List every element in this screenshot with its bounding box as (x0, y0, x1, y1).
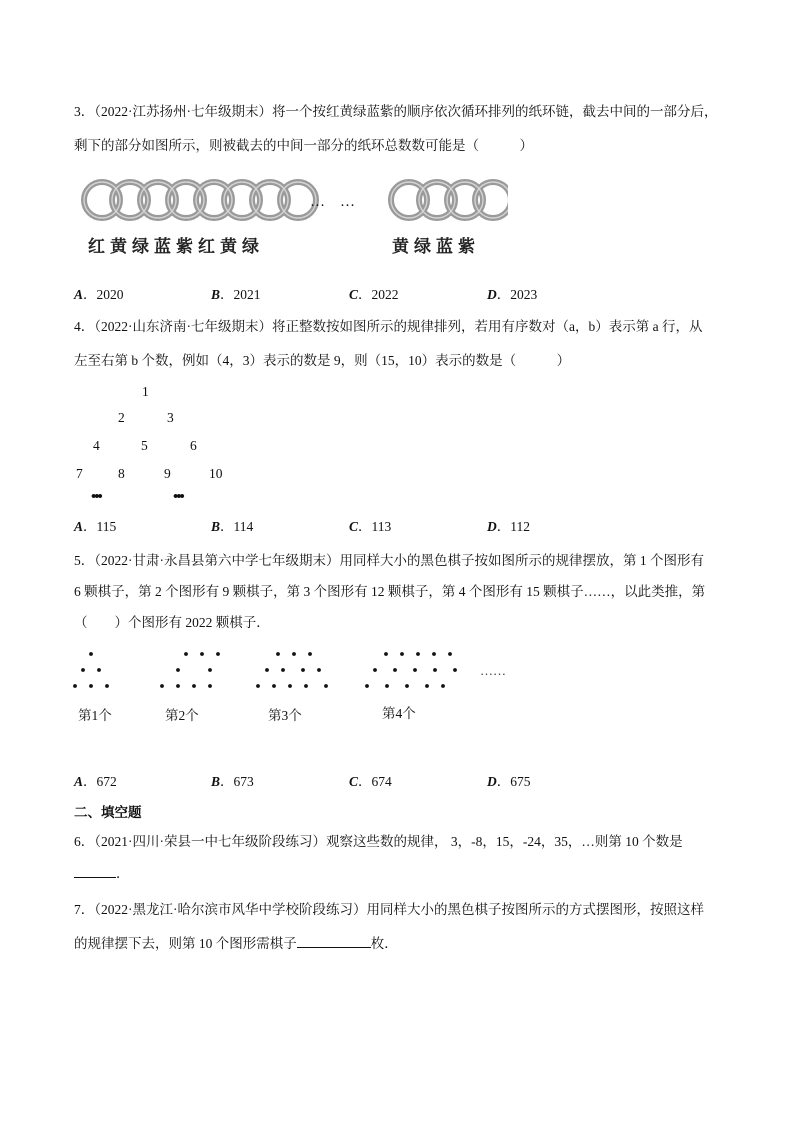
chess-piece (373, 668, 377, 672)
chess-piece (384, 652, 388, 656)
chess-piece (176, 684, 180, 688)
chess-piece (400, 652, 404, 656)
question-6-line-1: 6．（2021·四川·荣县一中七年级阶段练习）观察这些数的规律， 3，-8，15，-24，35，…则第 10 个数是 (74, 834, 683, 849)
chess-piece (97, 668, 101, 672)
question-4-options (74, 515, 724, 537)
ring-chain-left-label: 红黄绿蓝紫红黄绿 (88, 237, 264, 257)
chess-piece (292, 652, 296, 656)
chess-piece (276, 652, 280, 656)
triangle-more-dots: ••• (91, 489, 101, 505)
ring-chain-ellipsis: … … (310, 194, 356, 210)
figure-caption-1: 第1个 (78, 708, 112, 723)
figures-more-ellipsis: …… (480, 663, 506, 678)
question-6-line-2: ． (74, 859, 724, 889)
ring-chain-right-label: 黄绿蓝紫 (392, 237, 480, 257)
paper-ring-chain-image (78, 176, 508, 226)
option-c[interactable]: C．2022 (349, 287, 399, 302)
chess-piece (432, 652, 436, 656)
option-c[interactable]: C．113 (349, 519, 392, 534)
triangle-number: 10 (209, 466, 223, 481)
triangle-number: 3 (167, 410, 174, 425)
question-4-text (74, 312, 724, 376)
option-b[interactable]: B．2021 (211, 287, 261, 302)
triangle-number: 1 (142, 384, 149, 399)
chess-piece (256, 684, 260, 688)
question-5-line-2: 6 颗棋子，第 2 个图形有 9 颗棋子，第 3 个图形有 12 颗棋子，第 4 个图形有 15 颗棋子……，以此类推，第 (74, 584, 706, 599)
question-6-text (74, 827, 724, 889)
chess-piece (288, 684, 292, 688)
triangle-number: 8 (118, 466, 125, 481)
chess-piece (176, 668, 180, 672)
chess-piece (89, 652, 93, 656)
chess-piece (413, 668, 417, 672)
section-title-fill-in-blank: 二、填空题 (74, 805, 142, 820)
chess-piece (184, 652, 188, 656)
triangle-number: 5 (141, 438, 148, 453)
question-3-line-1: 3．（2022·江苏扬州·七年级期末）将一个按红黄绿蓝紫的顺序依次循环排列的纸环链，截去中间的一部分后， (74, 104, 718, 119)
chess-piece (416, 652, 420, 656)
chess-piece (308, 652, 312, 656)
chess-piece (216, 652, 220, 656)
option-b[interactable]: B．114 (211, 519, 254, 534)
triangle-number: 4 (93, 438, 100, 453)
triangle-number: 6 (190, 438, 197, 453)
chess-piece (265, 668, 269, 672)
chess-piece (405, 684, 409, 688)
chess-piece (441, 684, 445, 688)
chess-piece (365, 684, 369, 688)
chess-piece (160, 684, 164, 688)
question-3-text (74, 97, 724, 161)
option-a[interactable]: A．2020 (74, 287, 124, 302)
question-5-options (74, 770, 724, 792)
chess-piece (73, 684, 77, 688)
question-5-text (74, 546, 724, 638)
chess-piece (448, 652, 452, 656)
option-d[interactable]: D．112 (487, 519, 530, 534)
question-4-line-2: 左至右第 b 个数，例如（4，3）表示的数是 9，则（15，10）表示的数是（ ） (74, 353, 571, 368)
option-b[interactable]: B．673 (211, 774, 254, 789)
chess-piece (208, 668, 212, 672)
option-c[interactable]: C．674 (349, 774, 392, 789)
chess-piece (385, 684, 389, 688)
option-d[interactable]: D．2023 (487, 287, 538, 302)
chess-piece (81, 668, 85, 672)
answer-blank[interactable] (74, 863, 116, 878)
chess-piece (301, 668, 305, 672)
question-3-options (74, 283, 724, 305)
option-a[interactable]: A．115 (74, 519, 117, 534)
chess-piece (453, 668, 457, 672)
chess-piece (192, 684, 196, 688)
chess-piece (324, 684, 328, 688)
question-7-line-2: 的规律摆下去，则第 10 个图形需棋子 枚． (74, 929, 724, 959)
chess-piece (425, 684, 429, 688)
chess-piece (200, 652, 204, 656)
triangle-number: 7 (76, 466, 83, 481)
chess-piece (105, 684, 109, 688)
question-5-line-1: 5．（2022·甘肃·永昌县第六中学七年级期末）用同样大小的黑色棋子按如图所示的规律摆放，第 1 个图形有 (74, 553, 704, 568)
chess-piece (208, 684, 212, 688)
triangle-number: 2 (118, 410, 125, 425)
question-3-line-2: 剩下的部分如图所示，则被截去的中间一部分的纸环总数数可能是（ ） (74, 138, 533, 153)
figure-caption-4: 第4个 (382, 706, 416, 721)
question-7-text (74, 895, 724, 959)
chess-piece-patterns (70, 648, 470, 692)
chess-piece (89, 684, 93, 688)
triangle-more-dots: ••• (173, 489, 183, 505)
figure-caption-3: 第3个 (268, 708, 302, 723)
chess-piece (272, 684, 276, 688)
option-d[interactable]: D．675 (487, 774, 531, 789)
figure-caption-2: 第2个 (165, 708, 199, 723)
chess-piece (433, 668, 437, 672)
answer-blank[interactable] (297, 933, 371, 948)
triangle-number: 9 (164, 466, 171, 481)
chess-piece (281, 668, 285, 672)
chess-piece (317, 668, 321, 672)
question-5-line-3: （ ）个图形有 2022 颗棋子． (74, 615, 270, 630)
chess-piece (393, 668, 397, 672)
question-4-line-1: 4．（2022·山东济南·七年级期末）将正整数按如图所示的规律排列，若用有序数对（a，b）表示第 a 行，从 (74, 319, 703, 334)
question-7-line-1: 7．（2022·黑龙江·哈尔滨市风华中学校阶段练习）用同样大小的黑色棋子按图所示的方式摆图形，按照这样 (74, 902, 704, 917)
chess-piece (304, 684, 308, 688)
option-a[interactable]: A．672 (74, 774, 117, 789)
